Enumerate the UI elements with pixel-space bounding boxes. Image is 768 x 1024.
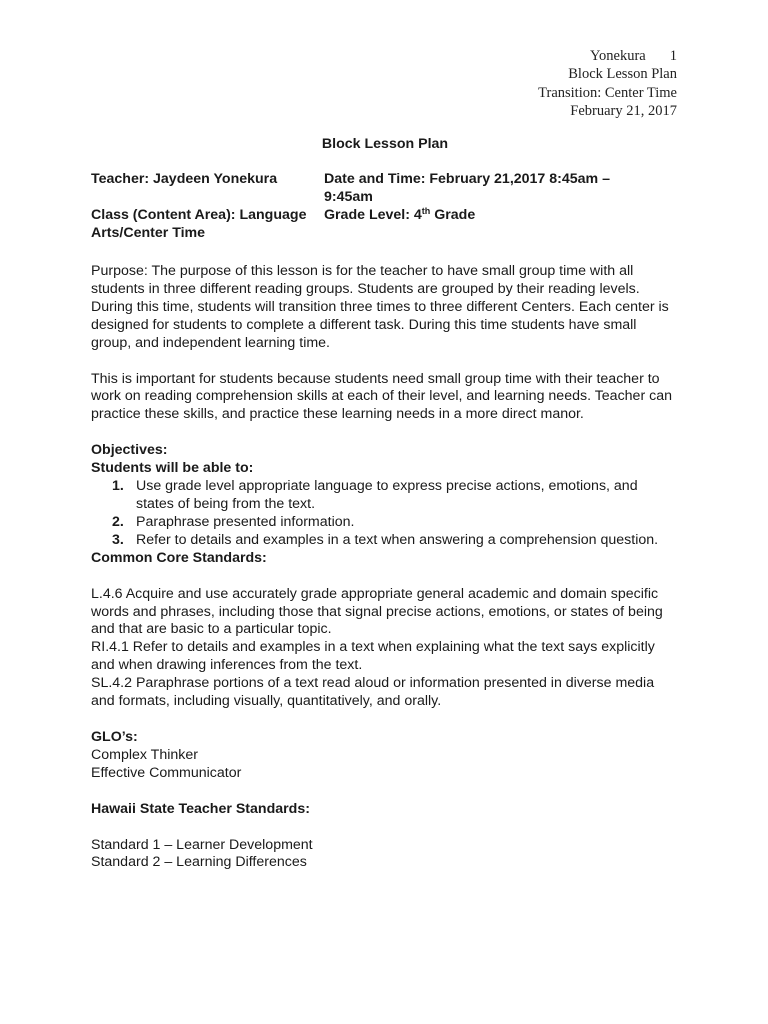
page-number: 1 bbox=[669, 48, 677, 64]
glo-item: Effective Communicator bbox=[91, 764, 242, 781]
grade-suffix: Grade bbox=[430, 207, 476, 223]
header-line-2: Block Lesson Plan bbox=[568, 66, 677, 83]
hsts-section bbox=[91, 801, 679, 873]
objective-item bbox=[91, 532, 679, 550]
hsts-heading: Hawaii State Teacher Standards: bbox=[91, 800, 310, 817]
date-time-field: Date and Time: February 21,2017 8:45am – 9:45am bbox=[324, 171, 610, 205]
importance-paragraph: This is important for students because students need small group time with their teacher to work on reading comprehension skills at each of their level, and learning needs. Teacher can practice these skills, and practice these learning needs in a more direct manor. bbox=[91, 370, 672, 423]
objective-item bbox=[91, 478, 679, 514]
running-header bbox=[538, 47, 677, 120]
grade-prefix: Grade Level: 4 bbox=[324, 207, 422, 223]
objectives-heading: Objectives: bbox=[91, 442, 168, 459]
standard-sl42: SL.4.2 Paraphrase portions of a text read aloud or information presented in diverse media and formats, including visually, quantitatively, and orally. bbox=[91, 675, 655, 710]
glo-item: Complex Thinker bbox=[91, 746, 198, 763]
class-field: Class (Content Area): Language Arts/Center Time bbox=[91, 207, 307, 241]
common-core-standards bbox=[91, 586, 679, 711]
header-line-4: February 21, 2017 bbox=[570, 102, 677, 119]
objective-text: Paraphrase presented information. bbox=[136, 513, 355, 530]
objective-number: 1. bbox=[112, 478, 124, 495]
glo-section bbox=[91, 729, 679, 783]
grade-level-field bbox=[324, 207, 475, 225]
objective-text: Refer to details and examples in a text when answering a comprehension question. bbox=[136, 531, 659, 548]
objective-number: 2. bbox=[112, 513, 124, 530]
header-line-3: Transition: Center Time bbox=[538, 84, 677, 101]
standard-ri41: RI.4.1 Refer to details and examples in a text when explaining what the text says explicitly and when drawing inferences from the text. bbox=[91, 639, 655, 674]
document-title: Block Lesson Plan bbox=[321, 136, 449, 152]
purpose-paragraph: Purpose: The purpose of this lesson is for the teacher to have small group time with all students in three different reading groups. Students are grouped by their reading levels. During this time, students will transition three times to three different Centers. Each center is designed for students to complete a different task. During this time students have small group, and independent learning time. bbox=[91, 263, 669, 351]
grade-superscript: th bbox=[421, 206, 431, 216]
objectives-subheading: Students will be able to: bbox=[91, 460, 254, 477]
document-body bbox=[91, 136, 679, 872]
objective-number: 3. bbox=[112, 531, 124, 548]
header-line-1 bbox=[538, 47, 677, 65]
hsts-list bbox=[91, 837, 679, 873]
objective-item bbox=[91, 514, 679, 532]
lesson-info-block bbox=[91, 171, 679, 241]
glo-heading: GLO’s: bbox=[91, 728, 138, 745]
common-core-heading: Common Core Standards: bbox=[91, 549, 267, 566]
objective-text: Use grade level appropriate language to express precise actions, emotions, and states of being from the text. bbox=[136, 478, 638, 512]
hsts-item: Standard 2 – Learning Differences bbox=[91, 854, 307, 871]
teacher-field: Teacher: Jaydeen Yonekura bbox=[91, 171, 278, 187]
hsts-item: Standard 1 – Learner Development bbox=[91, 836, 313, 853]
standard-l46: L.4.6 Acquire and use accurately grade appropriate general academic and domain specific words and phrases, including those that signal precise actions, emotions, or states of being and that are basic to a particular topic. bbox=[91, 585, 663, 638]
header-author: Yonekura bbox=[590, 48, 646, 64]
objectives-section bbox=[91, 442, 679, 567]
objectives-list bbox=[91, 478, 679, 550]
